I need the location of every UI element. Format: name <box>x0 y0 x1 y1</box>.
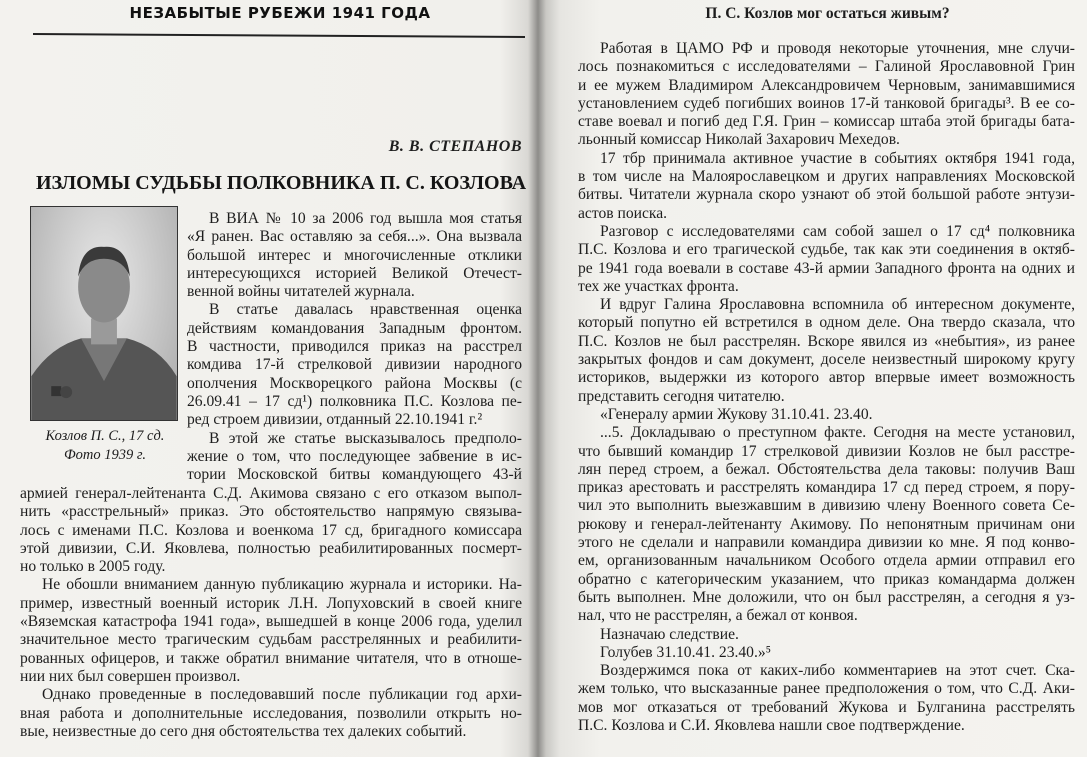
text-line: астов поиска. <box>578 204 668 222</box>
text-line: 17 тбр принимала активное участие в событиях октября 1941 года, <box>600 149 1075 167</box>
text-line: венной войны читателей журнала. <box>187 283 415 301</box>
text-line: армией генерал-лейтенанта С.Д. Акимова связано с его отказом выпол- <box>20 485 522 502</box>
article-author: В. В. СТЕПАНОВ <box>388 138 522 155</box>
text-line: 26.09.41 – 17 сд¹) полковника П.С. Козлова пе- <box>187 392 522 410</box>
text-line: Голубев 31.10.41. 23.40.»⁵ <box>600 643 772 661</box>
text-line: установлением судеб погибших воинов 17-й танковой бригады³. В ее со- <box>578 94 1075 112</box>
text-line: и ее мужем Владимиром Александровичем Черновым, занимавшимися <box>578 76 1075 94</box>
right-page-body <box>578 40 1075 735</box>
text-line: «Я ранен. Вас оставляю за себя...». Она вызвала <box>187 228 522 246</box>
text-line: закрытых фондов и сам документ, доселе неизвестный широкому кругу <box>578 351 1075 369</box>
article-title: ИЗЛОМЫ СУДЬБЫ ПОЛКОВНИКА П. С. КОЗЛОВА <box>36 172 527 194</box>
text-line: Не обошли вниманием данную публикацию журнала и историки. На- <box>42 576 522 594</box>
text-line: вная работа и дополнительные исследования, позволили открыть но- <box>20 704 522 722</box>
text-line: П.С. Козлова и С.И. Яковлева нашли свое подтверждение. <box>578 716 965 734</box>
text-line: лян перед строем, а бежал. Обстоятельства дела таковы: получив Ваш <box>578 460 1075 478</box>
text-line: большой интерес и многочисленные отклики <box>187 246 522 264</box>
body-column-narrow <box>187 210 522 484</box>
text-line: ополчения Москворецкого района Москвы (с <box>187 374 522 392</box>
text-line: И вдруг Галина Ярославовна вспомнила об интересном документе, <box>600 296 1075 314</box>
text-line: П.С. Козлов не был расстрелян. Вскоре явился из «небытия», из ранее <box>578 332 1075 350</box>
text-line: В ВИА № 10 за 2006 год вышла моя статья <box>209 210 522 227</box>
text-line: ем, организованным начальником Особого отдела армии отправил его <box>578 552 1075 570</box>
text-line: нал, что не расстрелян, а бежал от конвоя. <box>578 607 858 625</box>
text-line: жем только, что высказанные ранее предположения о том, что С.Д. Аки- <box>578 680 1075 698</box>
text-line: пример, известный военный историк Л.Н. Лопуховский в своей книге <box>20 594 522 612</box>
text-line: В этой же статье высказывалось предполо- <box>209 429 522 447</box>
text-line: этой дивизии, С.И. Яковлева, полностью реабилитированных посмерт- <box>20 539 522 557</box>
text-line: ре 1941 года воевали в составе 43-й армии Западного фронта на одних и <box>578 259 1075 277</box>
text-line: Разговор с исследователями сам собой зашел о 17 сд⁴ полковника <box>600 222 1075 240</box>
text-line: В статье давалась нравственная оценка <box>209 301 522 319</box>
photo-caption-line: Козлов П. С., 17 сд. <box>45 428 165 444</box>
text-line: ставе воевал и погиб дед Г.Я. Грин – комиссар штаба этой бригады бата- <box>578 113 1075 131</box>
text-line: который попутно ей встретился в одном деле. Она твердо сказала, что <box>578 314 1075 332</box>
text-line: Работая в ЦАМО РФ и проводя некоторые уточнения, мне случи- <box>600 40 1075 57</box>
body-column-wide <box>20 485 522 741</box>
text-line: тории Московской битвы командующего 43-й <box>187 466 522 484</box>
portrait-photo <box>30 206 178 421</box>
running-head: НЕЗАБЫТЫЕ РУБЕЖИ 1941 ГОДА <box>129 4 431 22</box>
text-line: действиям командования Западным фронтом. <box>187 319 522 337</box>
text-line: быть выполнен. Мне доложили, что он был расстрелян, а сегодня я уз- <box>578 588 1075 606</box>
header-rule <box>33 33 525 38</box>
text-line: тех же участках фронта. <box>578 277 739 295</box>
text-line: Однако проведенные в последовавший после публикации год архи- <box>42 686 522 704</box>
text-line: В частности, приводился приказ на расстрел <box>187 338 522 356</box>
text-line: льонный комиссар Николай Захарович Мехедов. <box>578 131 900 149</box>
text-line: чил это выполнить выезжавшим в дивизию члену Военного совета Се- <box>578 497 1075 515</box>
text-line: лось с именами П.С. Козлова и военкома 17 сд, бригадного комиссара <box>20 521 522 539</box>
text-line: но только в 2005 году. <box>20 558 166 576</box>
text-line: историков, выдержки из которого автор впервые имеет возможность <box>578 369 1075 387</box>
photo-caption-line: Фото 1939 г. <box>64 447 146 463</box>
text-line: ред строем дивизии, отданный 22.10.1941 г.² <box>187 411 483 429</box>
text-line: в том числе на Малоярославецком и других направлениях Московской <box>578 168 1075 186</box>
text-line: Назначаю следствие. <box>600 625 739 643</box>
section-title: П. С. Козлов мог остаться живым? <box>705 5 950 22</box>
text-line: нить «расстрельный» приказ. Это обстоятельство напрямую связыва- <box>20 503 522 521</box>
text-line: рованных офицеров, и также обратил внимание читателя, что в отноше- <box>20 649 522 667</box>
text-line: нии них был совершен произвол. <box>20 667 241 685</box>
text-line: лось познакомиться с исследователями – Галиной Ярославовной Грин <box>578 58 1075 76</box>
text-line: что бывший командир 17 стрелковой дивизии Козлов не был расстре- <box>578 442 1075 460</box>
text-line: этого не сделали и направили командира дивизии ко мне. Я под конво- <box>578 534 1075 552</box>
text-line: обратно с категорическим указанием, что приказ командарма должен <box>578 570 1075 588</box>
text-line: значительное место трагическим судьбам расстрелянных и реабилити- <box>20 631 522 649</box>
text-line: вые, неизвестные до сего дня обстоятельства тех далеких событий. <box>20 722 467 740</box>
text-line: рюкову и генерал-лейтенанту Акимову. По непонятным причинам они <box>578 515 1075 533</box>
text-line: комдива 17-й стрелковой дивизии народного <box>187 356 522 374</box>
text-line: жение о том, что последующее забвение в ис- <box>187 447 522 465</box>
text-line: П.С. Козлова и его трагической судьбе, так как эти соединения в октяб- <box>578 241 1075 259</box>
text-line: Воздержимся пока от каких-либо комментариев на этот счет. Ска- <box>600 662 1075 680</box>
text-line: интересующихся историей Великой Отечест- <box>187 264 522 282</box>
text-line: битвы. Читатели журнала скоро узнают об этой большой работе энтузи- <box>578 186 1075 204</box>
text-line: приказ арестовать и расстрелять командира 17 сд перед строем, я пору- <box>578 479 1075 497</box>
text-line: «Генералу армии Жукову 31.10.41. 23.40. <box>600 405 873 423</box>
text-line: ...5. Докладываю о преступном факте. Сегодня на месте установил, <box>600 424 1075 442</box>
text-line: мов мог отказаться от требований Жукова и Булганина расстрелять <box>578 698 1075 716</box>
text-line: «Вяземская катастрофа 1941 года», вышедшей в конце 2006 года, уделил <box>20 613 522 631</box>
text-line: представить сегодня читателю. <box>578 387 785 405</box>
